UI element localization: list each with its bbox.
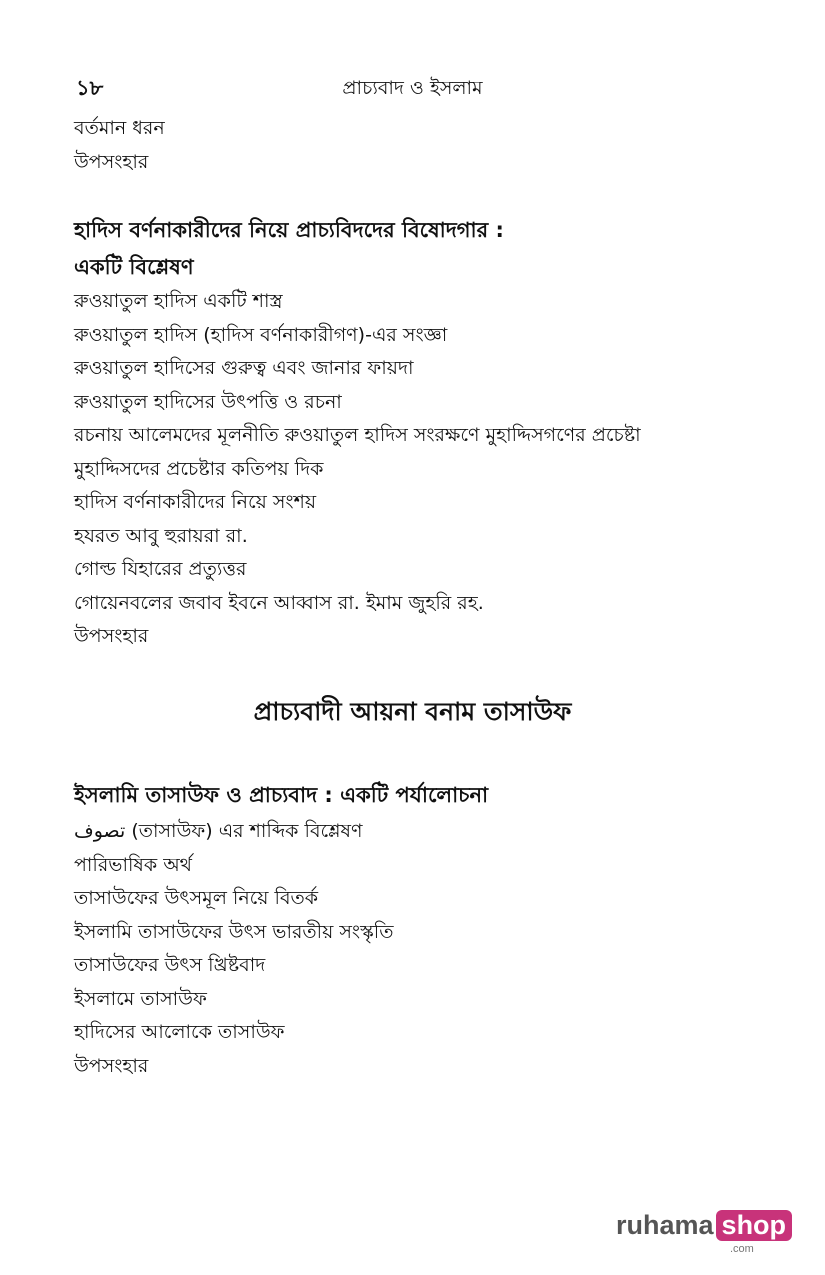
list-item: তাসাউফের উৎস খ্রিষ্টবাদ [74, 954, 266, 976]
page-number: ১৮ [76, 76, 104, 100]
section1-heading-line1: হাদিস বর্ণনাকারীদের নিয়ে প্রাচ্যবিদদের বিষোদগার : [74, 218, 504, 242]
list-item: ইসলামে তাসাউফ [74, 987, 207, 1010]
section2-list [74, 815, 393, 1083]
list-item: রুওয়াতুল হাদিসের উৎপত্তি ও রচনা [74, 390, 342, 413]
list-item: গোল্ড যিহারের প্রত্যুত্তর [74, 558, 247, 580]
watermark-brand-left: ruhama [616, 1210, 714, 1240]
list-item: তাসাউফের উৎসমূল নিয়ে বিতর্ক [74, 887, 319, 909]
list-item: রুওয়াতুল হাদিসের গুরুত্ব এবং জানার ফায়দা [74, 357, 414, 379]
section2-heading: ইসলামি তাসাউফ ও প্রাচ্যবাদ : একটি পর্যালোচনা [74, 783, 489, 807]
top-lines [74, 112, 165, 179]
list-item: উপসংহার [74, 625, 149, 647]
list-item: হাদিস বর্ণনাকারীদের নিয়ে সংশয় [74, 491, 317, 513]
list-item: হযরত আবু হুরায়রা রা. [74, 524, 248, 547]
list-item: রুওয়াতুল হাদিস (হাদিস বর্ণনাকারীগণ)-এর সংজ্ঞা [74, 323, 448, 346]
list-item: ইসলামি তাসাউফের উৎস ভারতীয় সংস্কৃতি [74, 920, 394, 943]
list-item: উপসংহার [74, 150, 149, 173]
list-item-text: (তাসাউফ) এর শাব্দিক বিশ্লেষণ [131, 820, 363, 842]
watermark-logo [616, 1210, 792, 1241]
watermark-suffix: .com [730, 1243, 754, 1255]
list-item: হাদিসের আলোকে তাসাউফ [74, 1021, 285, 1043]
section1-list [74, 285, 641, 654]
arabic-word: تصوف [74, 820, 126, 842]
list-item: রুওয়াতুল হাদিস একটি শাস্ত্র [74, 290, 283, 312]
list-item: মুহাদ্দিসদের প্রচেষ্টার কতিপয় দিক [74, 457, 324, 480]
list-item [74, 815, 393, 849]
list-item: উপসংহার [74, 1054, 149, 1077]
watermark-brand-right: shop [716, 1210, 793, 1241]
section1-heading-line2: একটি বিশ্লেষণ [74, 255, 194, 279]
running-title: প্রাচ্যবাদ ও ইসলাম [342, 77, 483, 99]
section-title: প্রাচ্যবাদী আয়না বনাম তাসাউফ [253, 697, 572, 726]
list-item: পারিভাষিক অর্থ [74, 853, 192, 876]
list-item: বর্তমান ধরন [74, 117, 165, 139]
list-item: রচনায় আলেমদের মূলনীতি রুওয়াতুল হাদিস সংরক্ষণে মুহাদ্দিসগণের প্রচেষ্টা [74, 424, 641, 446]
list-item: গোয়েনবলের জবাব ইবনে আব্বাস রা. ইমাম জুহরি রহ. [74, 591, 484, 614]
